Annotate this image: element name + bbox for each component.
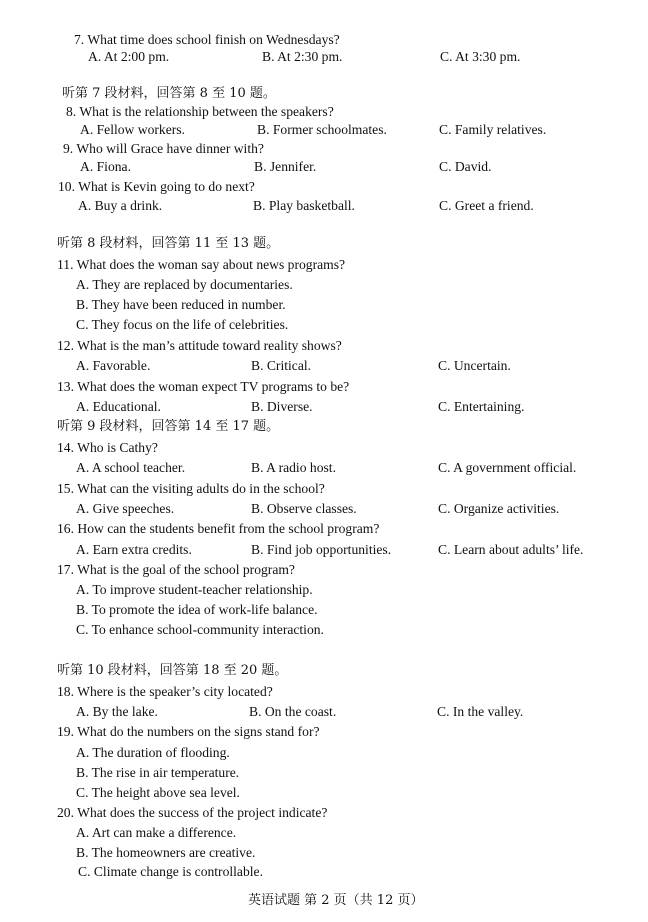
option-b: B. Diverse. (251, 399, 313, 414)
option-b: B. The homeowners are creative. (76, 845, 256, 860)
question-17-option-c (0, 620, 648, 640)
option-c: C. Family relatives. (439, 122, 547, 137)
option-c: C. David. (439, 159, 492, 174)
question-14 (0, 438, 648, 458)
page-footer: 英语试题 第 2 页（共 12 页） (248, 893, 424, 908)
option-b: B. Critical. (251, 358, 312, 373)
option-b: B. Play basketball. (253, 198, 355, 213)
option-a: A. Earn extra credits. (76, 542, 192, 557)
option-a: A. Give speeches. (76, 501, 175, 516)
question-15-options (0, 499, 648, 519)
option-b: B. To promote the idea of work-life balance. (76, 602, 318, 617)
question-16-options (0, 540, 648, 560)
option-c: C. Uncertain. (438, 358, 511, 373)
option-a: A. Favorable. (76, 358, 151, 373)
question-stem: 16. How can the students benefit from the school program? (57, 521, 380, 536)
option-c: C. Organize activities. (438, 501, 560, 516)
question-17 (0, 560, 648, 580)
option-b: B. A radio host. (251, 460, 336, 475)
question-11 (0, 255, 648, 275)
question-11-option-a (0, 275, 648, 295)
option-a: A. To improve student-teacher relationship. (76, 582, 313, 597)
question-19-option-a (0, 743, 648, 763)
question-16 (0, 519, 648, 539)
question-stem: 12. What is the man’s attitude toward reality shows? (57, 338, 342, 353)
question-9-options (0, 157, 648, 177)
question-stem: 17. What is the goal of the school program? (57, 562, 295, 577)
question-stem: 8. What is the relationship between the speakers? (66, 104, 334, 119)
option-c: C. Greet a friend. (439, 198, 534, 213)
question-18-options (0, 702, 648, 722)
section-heading-8: 听第 8 段材料，回答第 11 至 13 题。 (57, 236, 280, 251)
option-a: A. By the lake. (76, 704, 158, 719)
option-a: A. They are replaced by documentaries. (76, 277, 293, 292)
option-b: B. Observe classes. (251, 501, 357, 516)
question-8 (0, 102, 648, 122)
option-a: A. Fellow workers. (80, 122, 185, 137)
option-b: B. The rise in air temperature. (76, 765, 240, 780)
option-b: B. At 2:30 pm. (262, 49, 343, 64)
option-c: C. The height above sea level. (76, 785, 240, 800)
option-b: B. Jennifer. (254, 159, 317, 174)
question-20-option-a (0, 823, 648, 843)
question-stem: 13. What does the woman expect TV programs to be? (57, 379, 350, 394)
option-b: B. Find job opportunities. (251, 542, 392, 557)
question-20-option-c (0, 862, 648, 882)
option-b: B. On the coast. (249, 704, 337, 719)
option-a: A. Educational. (76, 399, 161, 414)
question-stem: 18. Where is the speaker’s city located? (57, 684, 273, 699)
option-c: C. To enhance school-community interaction. (76, 622, 324, 637)
option-a: A. A school teacher. (76, 460, 186, 475)
question-7-options (0, 47, 648, 67)
question-stem: 10. What is Kevin going to do next? (58, 179, 255, 194)
option-c: C. Climate change is controllable. (78, 864, 263, 879)
question-stem: 11. What does the woman say about news programs? (57, 257, 346, 272)
question-19-option-c (0, 783, 648, 803)
option-c: C. In the valley. (437, 704, 524, 719)
question-stem: 15. What can the visiting adults do in the school? (57, 481, 325, 496)
question-20 (0, 803, 648, 823)
section-heading-9: 听第 9 段材料，回答第 14 至 17 题。 (57, 419, 280, 434)
option-b: B. They have been reduced in number. (76, 297, 286, 312)
question-13-options (0, 397, 648, 417)
question-14-options (0, 458, 648, 478)
option-c: C. Learn about adults’ life. (438, 542, 584, 557)
question-11-option-c (0, 315, 648, 335)
option-c: C. A government official. (438, 460, 577, 475)
question-12 (0, 336, 648, 356)
question-15 (0, 479, 648, 499)
question-10 (0, 177, 648, 197)
question-17-option-b (0, 600, 648, 620)
option-c: C. Entertaining. (438, 399, 525, 414)
question-20-option-b (0, 843, 648, 863)
question-9 (0, 139, 648, 159)
option-c: C. At 3:30 pm. (440, 49, 521, 64)
option-c: C. They focus on the life of celebrities. (76, 317, 289, 332)
question-19-option-b (0, 763, 648, 783)
question-11-option-b (0, 295, 648, 315)
question-stem: 9. Who will Grace have dinner with? (63, 141, 264, 156)
question-10-options (0, 196, 648, 216)
option-a: A. At 2:00 pm. (88, 49, 170, 64)
question-stem: 19. What do the numbers on the signs stand for? (57, 724, 320, 739)
section-heading-10: 听第 10 段材料，回答第 18 至 20 题。 (57, 663, 288, 678)
question-18 (0, 682, 648, 702)
option-a: A. The duration of flooding. (76, 745, 230, 760)
question-stem: 14. Who is Cathy? (57, 440, 158, 455)
question-19 (0, 722, 648, 742)
option-b: B. Former schoolmates. (257, 122, 387, 137)
option-a: A. Buy a drink. (78, 198, 163, 213)
question-stem: 7. What time does school finish on Wednesdays? (74, 32, 340, 47)
question-8-options (0, 120, 648, 140)
option-a: A. Fiona. (80, 159, 131, 174)
section-heading-7: 听第 7 段材料，回答第 8 至 10 题。 (62, 86, 276, 101)
question-17-option-a (0, 580, 648, 600)
question-13 (0, 377, 648, 397)
option-a: A. Art can make a difference. (76, 825, 237, 840)
question-stem: 20. What does the success of the project indicate? (57, 805, 328, 820)
question-12-options (0, 356, 648, 376)
